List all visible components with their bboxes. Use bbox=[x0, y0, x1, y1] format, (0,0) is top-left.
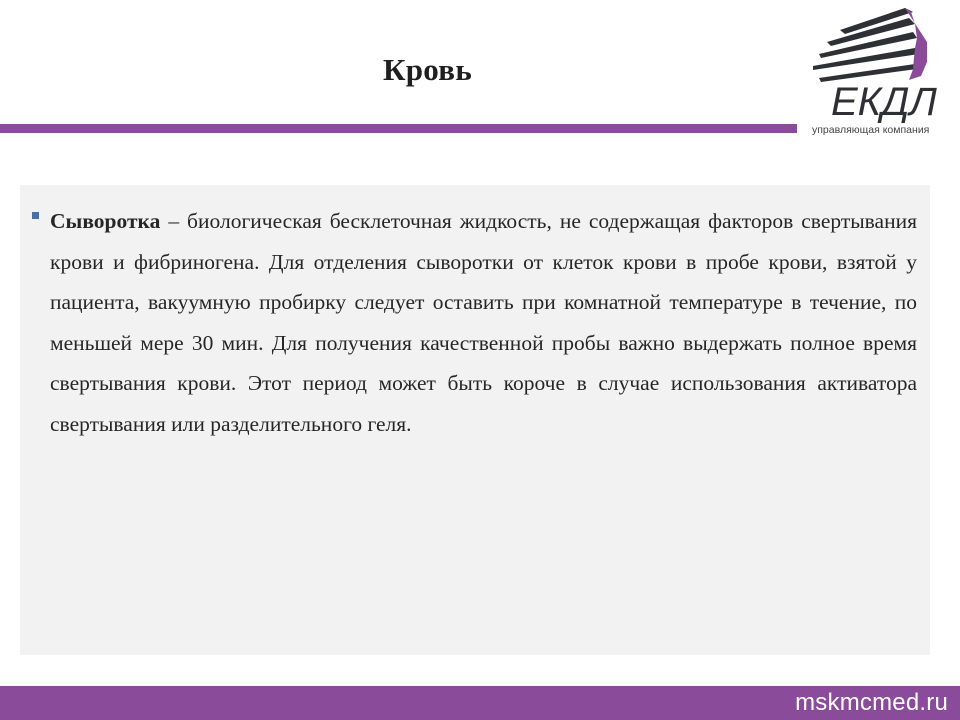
bullet-item bbox=[32, 201, 917, 444]
header-divider bbox=[0, 124, 797, 133]
footer-bar bbox=[0, 686, 960, 720]
bullet-text bbox=[50, 201, 917, 444]
company-logo bbox=[805, 2, 955, 142]
bullet-definition: – биологическая бесклеточная жидкость, не содержащая факторов свертывания крови и фибриногена. Для отделения сыворотки от клеток крови в пробе крови, взятой у пациента, вакуумную пробирку следует оставить при комнатной температуре в течение, по меньшей мере 30 мин. Для получения качественной пробы важно выдержать полное время свертывания крови. Этот период может быть короче в случае использования активатора свертывания или разделительного геля. bbox=[50, 209, 917, 436]
logo-graphic bbox=[805, 2, 955, 142]
logo-caption: управляющая компания bbox=[812, 124, 930, 136]
bullet-term: Сыворотка bbox=[50, 209, 161, 233]
slide-title: Кровь bbox=[382, 52, 473, 87]
logo-wordmark: ЕКДЛ bbox=[831, 80, 937, 124]
footer-site-name: mskmcmed.ru bbox=[795, 689, 948, 716]
square-bullet-icon bbox=[32, 212, 39, 219]
content-panel bbox=[20, 185, 930, 655]
